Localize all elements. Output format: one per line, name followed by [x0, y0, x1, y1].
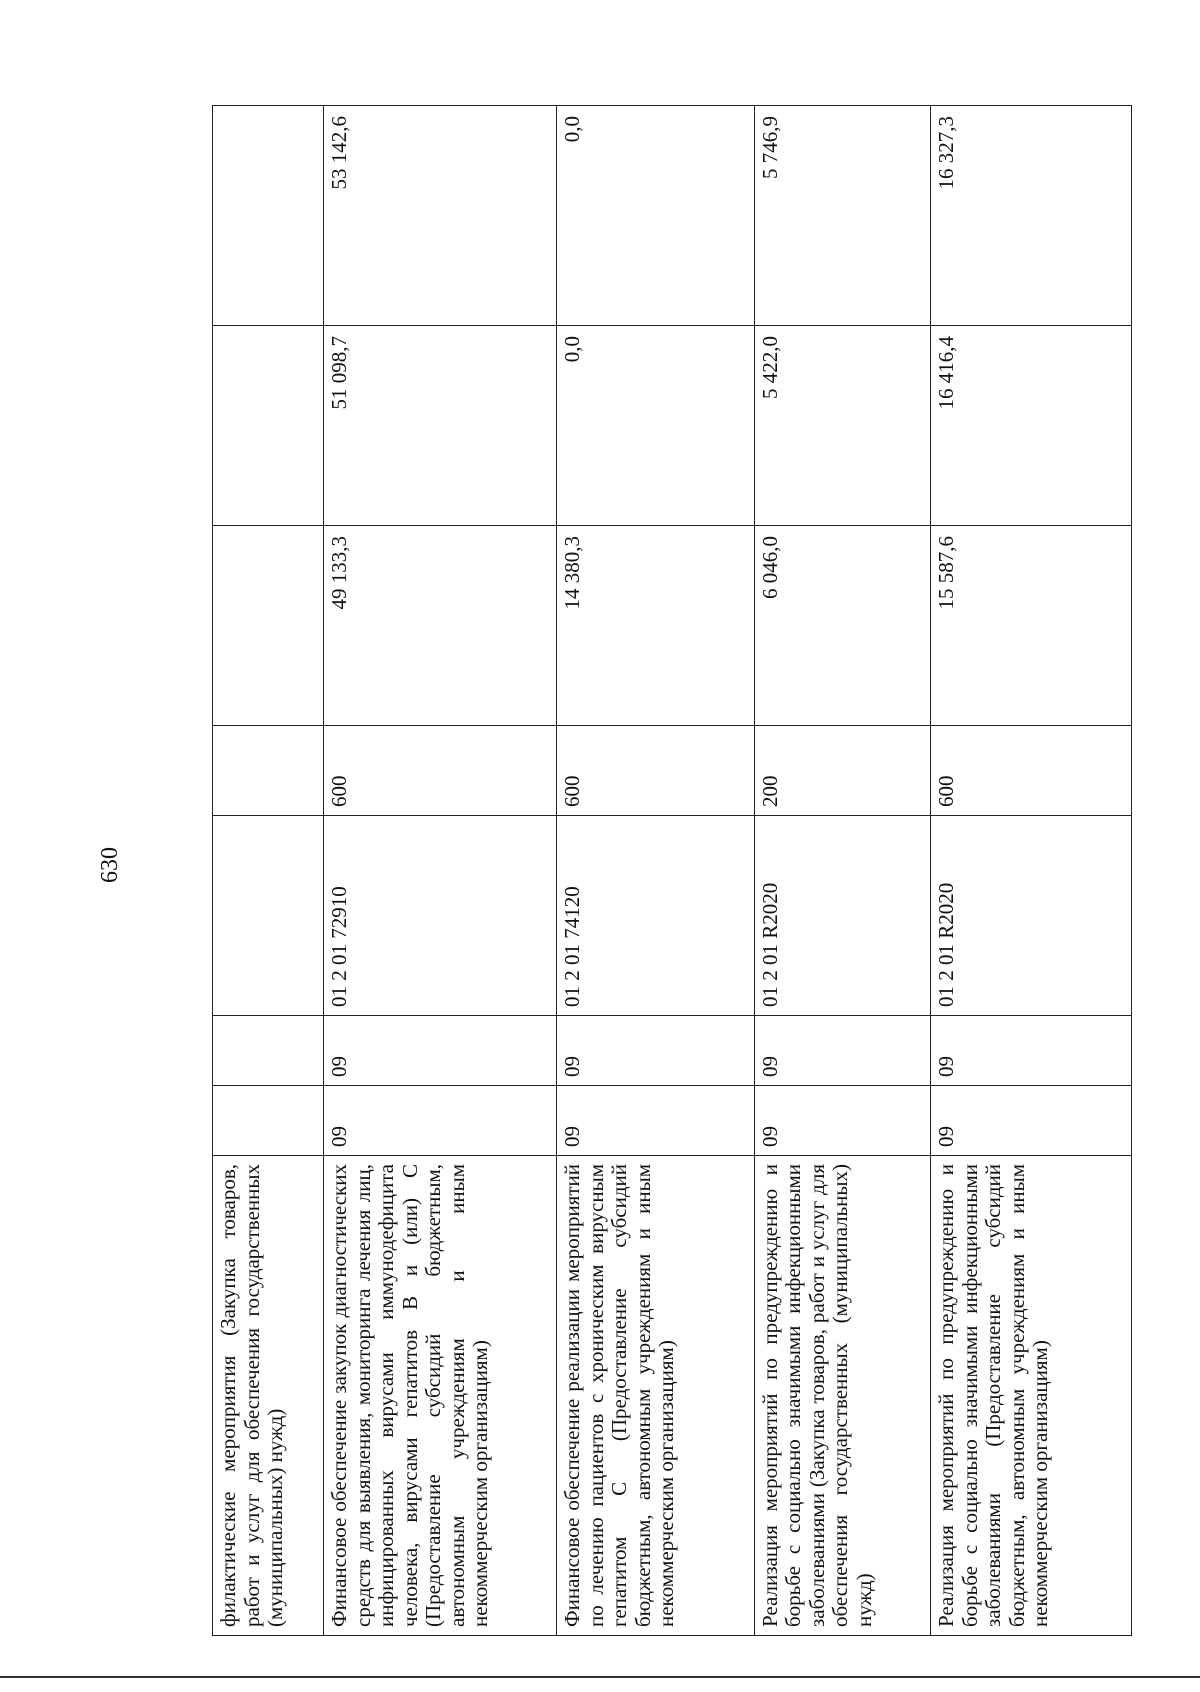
ministry-cell — [213, 1086, 324, 1156]
scan-edge-divider — [0, 1676, 1200, 1678]
year1-cell — [213, 526, 324, 726]
year1-cell: 14 380,3 — [557, 526, 755, 726]
ministry-cell: 09 — [931, 1086, 1132, 1156]
ministry-cell: 09 — [754, 1086, 930, 1156]
year3-cell: 0,0 — [557, 106, 755, 326]
year2-cell: 0,0 — [557, 326, 755, 526]
section-cell: 09 — [557, 1016, 755, 1086]
type-cell: 600 — [557, 726, 755, 816]
type-cell: 600 — [931, 726, 1132, 816]
article-cell: 01 2 01 R2020 — [754, 816, 930, 1016]
row-name-cell: Финансовое обеспечение реализации мероприятий по лечению пациентов с хроническим вирусным гепатитом C (Предоставление субсидий бюджетным, автономным учреждениям и иным некоммерческим организациям) — [557, 1156, 755, 1636]
table-row — [931, 106, 1132, 1636]
budget-table — [212, 105, 1132, 1636]
table-row — [754, 106, 930, 1636]
row-name-cell: Финансовое обеспечение закупок диагностических средств для выявления, мониторинга лечения лиц, инфицированных вирусами иммунодефицита человека, вирусами гепатитов B и (или) C (Предоставление субсидий бюджетным, автономным учреждениям и иным некоммерческим организациям) — [324, 1156, 557, 1636]
article-cell — [213, 816, 324, 1016]
section-cell: 09 — [754, 1016, 930, 1086]
table-row — [213, 106, 324, 1636]
section-cell: 09 — [931, 1016, 1132, 1086]
table-row — [324, 106, 557, 1636]
year2-cell — [213, 326, 324, 526]
type-cell: 200 — [754, 726, 930, 816]
section-cell: 09 — [324, 1016, 557, 1086]
year2-cell: 51 098,7 — [324, 326, 557, 526]
year3-cell — [213, 106, 324, 326]
table-row — [557, 106, 755, 1636]
article-cell: 01 2 01 72910 — [324, 816, 557, 1016]
article-cell: 01 2 01 R2020 — [931, 816, 1132, 1016]
year2-cell: 16 416,4 — [931, 326, 1132, 526]
year1-cell: 49 133,3 — [324, 526, 557, 726]
row-name-cell: филактические мероприятия (Закупка товаров, работ и услуг для обеспечения государственных (муниципальных) нужд) — [213, 1156, 324, 1636]
article-cell: 01 2 01 74120 — [557, 816, 755, 1016]
page-number: 630 — [97, 847, 123, 883]
section-cell — [213, 1016, 324, 1086]
ministry-cell: 09 — [324, 1086, 557, 1156]
row-name-cell: Реализация мероприятий по предупреждению и борьбе с социально значимыми инфекционными заболеваниями (Закупка товаров, работ и услуг для обеспечения государственных (муниципальных) нужд) — [754, 1156, 930, 1636]
year3-cell: 16 327,3 — [931, 106, 1132, 326]
year1-cell: 15 587,6 — [931, 526, 1132, 726]
budget-table-rotated — [212, 106, 1132, 1636]
year3-cell: 5 746,9 — [754, 106, 930, 326]
ministry-cell: 09 — [557, 1086, 755, 1156]
type-cell: 600 — [324, 726, 557, 816]
year1-cell: 6 046,0 — [754, 526, 930, 726]
year3-cell: 53 142,6 — [324, 106, 557, 326]
year2-cell: 5 422,0 — [754, 326, 930, 526]
row-name-cell: Реализация мероприятий по предупреждению и борьбе с социально значимыми инфекционными заболеваниями (Предоставление субсидий бюджетным, автономным учреждениям и иным некоммерческим организациям) — [931, 1156, 1132, 1636]
type-cell — [213, 726, 324, 816]
